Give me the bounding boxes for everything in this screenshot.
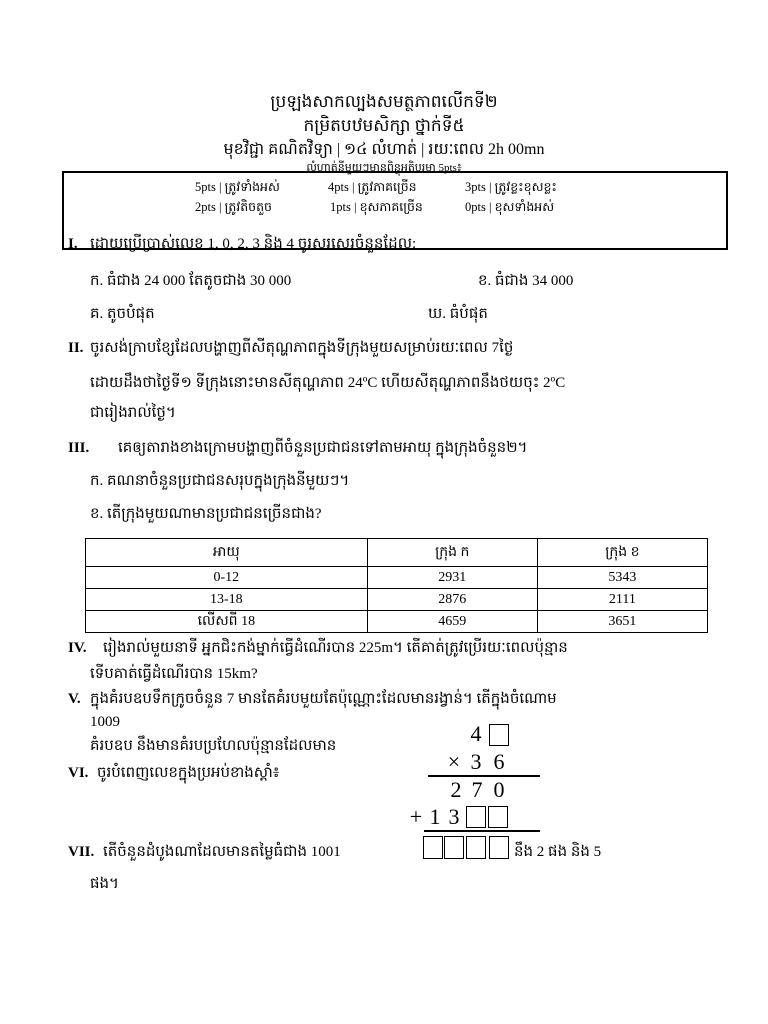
question-3-part-b: ខ. តើក្រុងមួយណាមានប្រជាជនច្រើនជាង?: [90, 506, 322, 522]
question-1-part-b: ខ. ធំជាង 34 000: [478, 273, 574, 289]
question-number-1: I.: [68, 236, 78, 252]
question-1-part-a: ក. ធំជាង 24 000 តែតូចជាង 30 000: [90, 273, 292, 289]
multiply-operator: ×: [447, 749, 461, 774]
question-2-line-2: ដោយដឹងថាថ្ងៃទី១ ទីក្រុងនោះមានសីតុណ្ហភាព 24ºC ហើយសីតុណ្ហភាពនឹងថយចុះ 2ºC: [90, 375, 566, 391]
question-4-line-2: ទើបគាត់ធ្វើដំណើរបាន 15km?: [90, 666, 258, 682]
table-cell: 0-12: [86, 567, 368, 589]
score-item-5: 5pts | ត្រូវទាំងអស់: [195, 180, 280, 194]
multiplier-digit: 6: [493, 749, 505, 774]
question-7-text-after: នឹង 2 ផង និង 5: [514, 844, 602, 860]
sum-rule-line: [424, 830, 540, 832]
question-number-6: VI.: [68, 765, 89, 781]
partial-product-digit: 0: [493, 777, 505, 802]
question-3-text: គេឲ្យតារាងខាងក្រោមបង្ហាញពីចំនួនប្រជាជនទៅតាមអាយុ ក្នុងក្រុងចំនួន២។: [118, 440, 528, 456]
score-item-3: 3pts | ត្រូវខ្លះខុសខ្លះ: [465, 180, 557, 194]
population-table: [85, 538, 708, 633]
score-item-0: 0pts | ខុសទាំងអស់: [465, 200, 555, 214]
multiplicand-digit: 4: [470, 721, 482, 746]
table-cell: លើសពី 18: [86, 611, 368, 633]
score-item-4: 4pts | ត្រូវភាគច្រើន: [328, 180, 417, 194]
score-item-2: 2pts | ត្រូវតិចតួច: [195, 200, 272, 214]
question-2-line-3: ជារៀងរាល់ថ្ងៃ។: [90, 405, 176, 421]
exam-subject-line: មុខវិជ្ជា គណិតវិទ្យា | ១៤ លំហាត់ | រយៈពេល 2h 00mn: [223, 141, 545, 158]
partial-product-digit: 7: [471, 777, 483, 802]
table-cell: 4659: [367, 611, 537, 633]
answer-box: [444, 836, 464, 859]
question-number-4: IV.: [68, 640, 87, 656]
table-cell: 5343: [537, 567, 707, 589]
table-row: [86, 567, 708, 589]
question-1-part-c: គ. តូចបំផុត: [90, 306, 155, 322]
question-5-line-3: គំរបឧប នឹងមានគំរបប្រហែលប៉ុន្មានដែលមាន: [90, 738, 337, 754]
table-header-row: [86, 539, 708, 567]
partial-product-digit: 2: [450, 777, 462, 802]
question-number-5: V.: [68, 691, 81, 707]
answer-box: [466, 806, 486, 828]
question-4-line-1: រៀងរាល់មួយនាទី អ្នកជិះកង់ម្នាក់ធ្វើដំណើរបាន 225m។ តើគាត់ត្រូវប្រើរយៈពេលប៉ុន្មាន: [103, 640, 568, 656]
exam-level: កម្រិតបឋមសិក្សា ថ្នាក់ទី៥: [303, 116, 465, 135]
product-rule-line: [428, 775, 540, 777]
multiplier-digit: 3: [470, 749, 482, 774]
answer-box: [423, 836, 443, 859]
table-row: [86, 589, 708, 611]
table-header-city-a: ក្រុង ក: [367, 539, 537, 567]
answer-box: [466, 836, 486, 859]
table-cell: 2876: [367, 589, 537, 611]
question-number-3: III.: [68, 440, 90, 456]
add-operator: +: [409, 804, 423, 829]
question-1-part-d: ឃ. ធំបំផុត: [428, 306, 488, 322]
table-header-city-b: ក្រុង ខ: [537, 539, 707, 567]
answer-box: [489, 724, 509, 746]
partial-product-digit: 1: [429, 804, 441, 829]
question-5-line-2: 1009: [90, 714, 120, 730]
table-cell: 13-18: [86, 589, 368, 611]
question-7-text-before: តើចំនួនដំបូងណាដែលមានតម្លៃធំជាង 1001: [103, 844, 341, 860]
question-number-7: VII.: [68, 844, 95, 860]
table-cell: 3651: [537, 611, 707, 633]
score-item-1: 1pts | ខុសភាគច្រើន: [330, 200, 423, 214]
table-header-age: អាយុ: [86, 539, 368, 567]
table-cell: 2931: [367, 567, 537, 589]
question-5-line-1: ក្នុងគំរបឧបទឹកក្រូចចំនួន 7 មានតែគំរបមួយតែប៉ុណ្ណោះដែលមានរង្វាន់។ តើក្នុងចំណោម: [90, 691, 557, 707]
question-number-2: II.: [68, 340, 84, 356]
partial-product-digit: 3: [448, 804, 460, 829]
table-cell: 2111: [537, 589, 707, 611]
exam-points-note: លំហាត់នីមួយៗមានពិន្ទុអតិបរមា 5pts៖: [306, 162, 462, 174]
table-row: [86, 611, 708, 633]
question-1-text: ដោយប្រើប្រាស់លេខ 1, 0, 2, 3 និង 4 ចូរសរសេរចំនួនដែល:: [90, 236, 417, 252]
question-6-text: ចូរបំពេញលេខក្នុងប្រអប់ខាងស្តាំ៖: [97, 765, 280, 781]
answer-box: [488, 806, 508, 828]
exam-title: ប្រឡងសាកល្បងសមត្ថភាពលើកទី២: [270, 92, 498, 111]
question-3-part-a: ក. គណនាចំនួនប្រជាជនសរុបក្នុងក្រុងនីមួយៗ។: [90, 473, 350, 489]
answer-box: [489, 836, 509, 859]
question-7-line-2: ផង។: [90, 876, 119, 892]
question-2-line-1: ចូរសង់ក្រាបខ្សែដែលបង្ហាញពីសីតុណ្ហភាពក្នុងទីក្រុងមួយសម្រាប់រយៈពេល 7ថ្ងៃ: [90, 340, 514, 356]
